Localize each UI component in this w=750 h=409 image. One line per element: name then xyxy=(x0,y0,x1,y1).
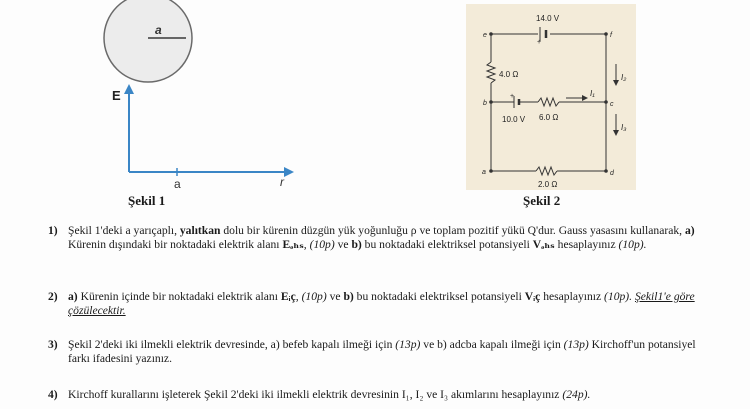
battery-top-label: 14.0 V xyxy=(536,14,560,23)
note-link: Şekil1'e göre çözülecektir. xyxy=(68,290,695,317)
question-text: Kirchoff kurallarını işleterek Şekil 2'deki iki ilmekli elektrik devresinin I₁, I₂ ve I₃ akımlarını hesaplayınız (24p). xyxy=(68,388,591,401)
resistor-mid-label: 6.0 Ω xyxy=(539,113,559,122)
current-1-arrowhead xyxy=(582,95,588,101)
x-axis-arrow xyxy=(284,167,294,177)
question-number: 3) xyxy=(48,338,58,351)
current-1-label: I₁ xyxy=(590,89,595,98)
node-c-label: c xyxy=(610,101,614,108)
axis-x-label: r xyxy=(280,175,284,189)
current-2-label: I₂ xyxy=(621,73,627,82)
question-4 xyxy=(48,388,716,402)
figure-1 xyxy=(100,0,320,200)
node-f-label: f xyxy=(610,32,612,39)
question-text: a) Kürenin içinde bir noktadaki elektrik alanı Eᵢç, (10p) ve b) bu noktadaki elektriksel potansiyeli Vᵢç hesaplayınız (10p). Şekil1'e göre çözülecektir. xyxy=(68,290,695,317)
figure-2-caption: Şekil 2 xyxy=(523,193,561,208)
sphere-field-graph xyxy=(100,0,320,200)
resistor-4ohm xyxy=(487,62,495,83)
node-d-label: d xyxy=(610,170,614,177)
current-3-arrowhead xyxy=(613,130,619,136)
question-number: 1) xyxy=(48,224,58,237)
current-2-arrowhead xyxy=(613,80,619,86)
axis-y-label: E xyxy=(112,88,121,103)
node-e-label: e xyxy=(483,32,487,39)
battery-mid-label: 10.0 V xyxy=(502,115,526,124)
question-2 xyxy=(48,290,716,318)
svg-text:+: + xyxy=(537,39,542,46)
question-number: 4) xyxy=(48,388,58,401)
resistor-2ohm xyxy=(536,167,557,175)
question-text: Şekil 1'deki a yarıçaplı, yalıtkan dolu bir kürenin düzgün yük yoğunluğu ρ ve toplam pozitif yükü Q'dur. Gauss yasasını kullanarak, a) Kürenin dışındaki bir noktadaki elektrik alanı Eₔₕₛ, (10p) ve b) bu noktadaki elektriksel potansiyeli Vₔₕₛ hesaplayınız (10p). xyxy=(68,224,695,251)
sphere xyxy=(104,0,192,82)
question-number: 2) xyxy=(48,290,58,303)
resistor-bottom-label: 2.0 Ω xyxy=(538,180,558,189)
figure-2 xyxy=(466,4,636,190)
circuit-diagram xyxy=(466,4,636,190)
resistor-6ohm xyxy=(538,98,559,106)
resistor-left-label: 4.0 Ω xyxy=(499,70,519,79)
question-1 xyxy=(48,224,716,252)
y-axis-arrow xyxy=(124,84,134,94)
axis-x-tick-label: a xyxy=(174,177,181,191)
question-3 xyxy=(48,338,716,366)
question-text: Şekil 2'deki iki ilmekli elektrik devresinde, a) befeb kapalı ilmeği için (13p) ve b) adcba kapalı ilmeği için (13p) Kirchoff'un potansiyel farkı ifadesini yazınız. xyxy=(68,338,696,365)
svg-text:+: + xyxy=(510,93,515,100)
sphere-radius-label: a xyxy=(155,23,162,37)
node-b-label: b xyxy=(483,100,487,107)
current-3-label: I₃ xyxy=(621,123,627,132)
figure-1-caption: Şekil 1 xyxy=(128,193,166,208)
node-a-label: a xyxy=(482,169,486,176)
